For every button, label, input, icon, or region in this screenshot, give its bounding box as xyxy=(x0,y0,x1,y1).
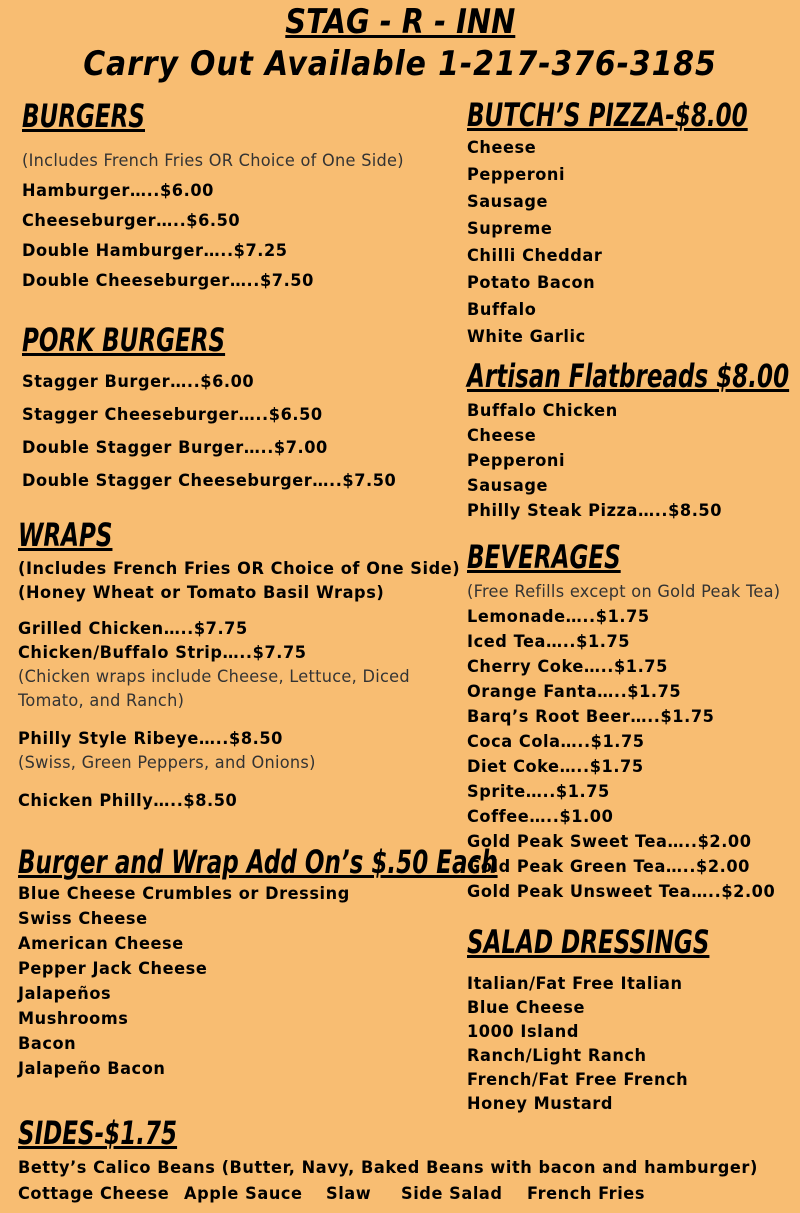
section-heading: SIDES-$1.75 xyxy=(18,1114,178,1152)
menu-item: French/Fat Free French xyxy=(467,1070,689,1090)
menu-item: Jalapeño Bacon xyxy=(18,1059,166,1079)
menu-item: Chicken Philly…..$8.50 xyxy=(18,791,238,811)
pork-items xyxy=(22,366,416,498)
menu-item: Coca Cola…..$1.75 xyxy=(467,732,645,752)
menu-item: Stagger Cheeseburger…..$6.50 xyxy=(22,405,323,425)
menu-item: Chilli Cheddar xyxy=(467,246,603,266)
menu-item: Philly Steak Pizza…..$8.50 xyxy=(467,501,723,521)
menu-item: Sausage xyxy=(467,192,549,212)
menu-item: Buffalo Chicken xyxy=(467,401,618,421)
menu-item: Hamburger…..$6.00 xyxy=(22,181,214,201)
side-item: Cottage Cheese xyxy=(18,1184,170,1204)
menu-item: White Garlic xyxy=(467,327,586,347)
wraps-note: (Swiss, Green Peppers, and Onions) xyxy=(18,753,316,773)
menu-item: Honey Mustard xyxy=(467,1094,613,1114)
menu-item: American Cheese xyxy=(18,934,184,954)
burgers-section xyxy=(22,96,424,296)
pork-burgers-section xyxy=(22,320,416,498)
menu-item: Double Cheeseburger…..$7.50 xyxy=(22,271,314,291)
side-item: Apple Sauce xyxy=(184,1184,303,1204)
menu-item: Double Stagger Burger…..$7.00 xyxy=(22,438,328,458)
menu-item: 1000 Island xyxy=(467,1022,579,1042)
wraps-note: (Includes French Fries OR Choice of One Side) xyxy=(18,559,461,579)
menu-item: Gold Peak Unsweet Tea…..$2.00 xyxy=(467,882,776,902)
salad-dressings-section xyxy=(467,922,800,1116)
section-heading: PORK BURGERS xyxy=(22,321,226,359)
beverages-section xyxy=(467,537,797,905)
restaurant-name: STAG - R - INN xyxy=(284,2,515,42)
menu-item: Double Hamburger…..$7.25 xyxy=(22,241,288,261)
menu-item: Supreme xyxy=(467,219,553,239)
side-item: Side Salad xyxy=(401,1184,503,1204)
section-heading: Artisan Flatbreads $8.00 xyxy=(467,357,790,395)
sides-section xyxy=(18,1113,797,1207)
menu-item: Orange Fanta…..$1.75 xyxy=(467,682,682,702)
menu-item: Pepper Jack Cheese xyxy=(18,959,208,979)
wraps-note: (Honey Wheat or Tomato Basil Wraps) xyxy=(18,583,385,603)
pizza-section xyxy=(467,95,800,351)
menu-item: Swiss Cheese xyxy=(18,909,148,929)
menu-item: Diet Coke…..$1.75 xyxy=(467,757,644,777)
section-heading: BURGERS xyxy=(22,97,145,135)
carry-out-phone: Carry Out Available 1-217-376-3185 xyxy=(83,44,717,84)
menu-item: Gold Peak Sweet Tea…..$2.00 xyxy=(467,832,752,852)
menu-item: Mushrooms xyxy=(18,1009,129,1029)
section-heading: WRAPS xyxy=(18,516,113,554)
section-heading: BEVERAGES xyxy=(467,538,621,576)
menu-item: Sausage xyxy=(467,476,549,496)
wraps-note: Tomato, and Ranch) xyxy=(18,691,185,711)
sides-list xyxy=(18,1181,797,1207)
menu-item: Gold Peak Green Tea…..$2.00 xyxy=(467,857,750,877)
side-item: French Fries xyxy=(527,1184,646,1204)
menu-item: Pepperoni xyxy=(467,451,566,471)
menu-item: Jalapeños xyxy=(18,984,112,1004)
menu-item: Philly Style Ribeye…..$8.50 xyxy=(18,729,283,749)
menu-item: Cheese xyxy=(467,138,537,158)
menu-item: Lemonade…..$1.75 xyxy=(467,607,650,627)
section-heading: BUTCH’S PIZZA-$8.00 xyxy=(467,96,748,134)
menu-item: Iced Tea…..$1.75 xyxy=(467,632,631,652)
burgers-note: (Includes French Fries OR Choice of One Side) xyxy=(22,151,404,171)
sides-line: Betty’s Calico Beans (Butter, Navy, Baked Beans with bacon and hamburger) xyxy=(18,1158,758,1178)
menu-item: Potato Bacon xyxy=(467,273,596,293)
menu-item: Bacon xyxy=(18,1034,77,1054)
menu-item: Stagger Burger…..$6.00 xyxy=(22,372,255,392)
menu-item: Cherry Coke…..$1.75 xyxy=(467,657,668,677)
menu-item: Barq’s Root Beer…..$1.75 xyxy=(467,707,715,727)
menu-item: Cheeseburger…..$6.50 xyxy=(22,211,241,231)
wraps-note: (Chicken wraps include Cheese, Lettuce, Diced xyxy=(18,667,410,687)
menu-item: Ranch/Light Ranch xyxy=(467,1046,647,1066)
menu-item: Grilled Chicken…..$7.75 xyxy=(18,619,248,639)
menu-item: Coffee…..$1.00 xyxy=(467,807,614,827)
menu-item: Blue Cheese Crumbles or Dressing xyxy=(18,884,350,904)
side-item: Slaw xyxy=(326,1184,372,1204)
menu-item: Chicken/Buffalo Strip…..$7.75 xyxy=(18,643,307,663)
menu-item: Italian/Fat Free Italian xyxy=(467,974,683,994)
menu-item: Sprite…..$1.75 xyxy=(467,782,610,802)
menu-item: Buffalo xyxy=(467,300,537,320)
section-heading: SALAD DRESSINGS xyxy=(467,923,710,961)
menu-item: Cheese xyxy=(467,426,537,446)
menu-item: Double Stagger Cheeseburger…..$7.50 xyxy=(22,471,397,491)
beverages-note: (Free Refills except on Gold Peak Tea) xyxy=(467,582,781,602)
wraps-section xyxy=(18,515,484,813)
menu-item: Pepperoni xyxy=(467,165,566,185)
flatbreads-section xyxy=(467,356,800,524)
menu-item: Blue Cheese xyxy=(467,998,586,1018)
section-heading: Burger and Wrap Add On’s $.50 Each xyxy=(18,843,498,881)
